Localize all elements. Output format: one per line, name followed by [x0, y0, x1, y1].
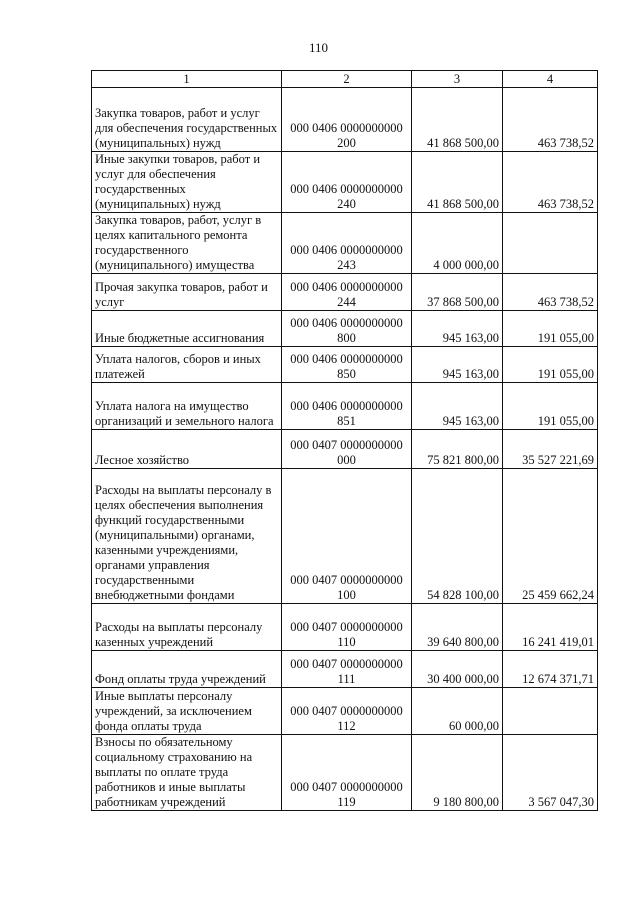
row-col4: 25 459 662,24 — [503, 469, 598, 604]
code-prefix: 000 0406 0000000000 — [290, 399, 403, 413]
row-col4: 191 055,00 — [503, 311, 598, 347]
row-code — [282, 152, 412, 213]
row-code — [282, 651, 412, 688]
row-col3: 37 868 500,00 — [412, 274, 503, 311]
code-suffix: 244 — [337, 295, 356, 309]
row-col4: 463 738,52 — [503, 152, 598, 213]
code-prefix: 000 0407 0000000000 — [290, 573, 403, 587]
row-col3: 30 400 000,00 — [412, 651, 503, 688]
code-prefix: 000 0406 0000000000 — [290, 316, 403, 330]
header-col-4: 4 — [503, 71, 598, 88]
code-prefix: 000 0407 0000000000 — [290, 704, 403, 718]
row-name: Иные бюджетные ассигнования — [92, 311, 282, 347]
code-suffix: 111 — [337, 672, 356, 686]
row-col4 — [503, 688, 598, 735]
row-code — [282, 688, 412, 735]
row-col4: 463 738,52 — [503, 274, 598, 311]
row-col3: 945 163,00 — [412, 347, 503, 383]
code-prefix: 000 0406 0000000000 — [290, 121, 403, 135]
code-prefix: 000 0407 0000000000 — [290, 780, 403, 794]
row-name: Взносы по обязательному социальному страхованию на выплаты по оплате труда работников и иные выплаты работникам учреждений — [92, 735, 282, 811]
row-col4: 16 241 419,01 — [503, 604, 598, 651]
table-row — [92, 604, 598, 651]
code-suffix: 119 — [337, 795, 356, 809]
code-suffix: 240 — [337, 197, 356, 211]
row-col3: 39 640 800,00 — [412, 604, 503, 651]
row-code — [282, 383, 412, 430]
row-col4: 463 738,52 — [503, 88, 598, 152]
row-col4: 191 055,00 — [503, 383, 598, 430]
table-header-row — [92, 71, 598, 88]
code-prefix: 000 0406 0000000000 — [290, 243, 403, 257]
code-suffix: 850 — [337, 367, 356, 381]
table-row — [92, 311, 598, 347]
table-row — [92, 88, 598, 152]
code-suffix: 100 — [337, 588, 356, 602]
row-col4: 12 674 371,71 — [503, 651, 598, 688]
code-prefix: 000 0406 0000000000 — [290, 280, 403, 294]
table-row — [92, 688, 598, 735]
row-code — [282, 469, 412, 604]
row-col3: 75 821 800,00 — [412, 430, 503, 469]
row-name: Расходы на выплаты персоналу в целях обеспечения выполнения функций государственными (муниципальными) органами, казенными учреждениями, органами управления государственными внебюджетными фондами — [92, 469, 282, 604]
row-name: Фонд оплаты труда учреждений — [92, 651, 282, 688]
row-name: Прочая закупка товаров, работ и услуг — [92, 274, 282, 311]
row-name: Уплата налога на имущество организаций и земельного налога — [92, 383, 282, 430]
code-suffix: 851 — [337, 414, 356, 428]
row-col3: 9 180 800,00 — [412, 735, 503, 811]
code-prefix: 000 0407 0000000000 — [290, 438, 403, 452]
row-code — [282, 213, 412, 274]
table-row — [92, 469, 598, 604]
row-col4: 3 567 047,30 — [503, 735, 598, 811]
row-code — [282, 347, 412, 383]
table-row — [92, 274, 598, 311]
table-row — [92, 651, 598, 688]
row-name: Иные закупки товаров, работ и услуг для обеспечения государственных (муниципальных) нужд — [92, 152, 282, 213]
row-col3: 41 868 500,00 — [412, 152, 503, 213]
row-name: Лесное хозяйство — [92, 430, 282, 469]
row-code — [282, 88, 412, 152]
row-col4: 35 527 221,69 — [503, 430, 598, 469]
row-code — [282, 274, 412, 311]
row-name: Закупка товаров, работ и услуг для обеспечения государственных (муниципальных) нужд — [92, 88, 282, 152]
code-suffix: 800 — [337, 331, 356, 345]
code-prefix: 000 0406 0000000000 — [290, 182, 403, 196]
row-name: Закупка товаров, работ, услуг в целях капитального ремонта государственного (муниципального) имущества — [92, 213, 282, 274]
row-col4: 191 055,00 — [503, 347, 598, 383]
code-prefix: 000 0407 0000000000 — [290, 657, 403, 671]
row-col3: 945 163,00 — [412, 311, 503, 347]
row-col3: 945 163,00 — [412, 383, 503, 430]
header-col-3: 3 — [412, 71, 503, 88]
code-prefix: 000 0407 0000000000 — [290, 620, 403, 634]
row-code — [282, 735, 412, 811]
table-row — [92, 383, 598, 430]
budget-table — [91, 70, 598, 811]
row-col3: 41 868 500,00 — [412, 88, 503, 152]
row-code — [282, 604, 412, 651]
row-col3: 54 828 100,00 — [412, 469, 503, 604]
code-suffix: 000 — [337, 453, 356, 467]
row-name: Уплата налогов, сборов и иных платежей — [92, 347, 282, 383]
code-suffix: 110 — [337, 635, 356, 649]
table-row — [92, 735, 598, 811]
code-suffix: 243 — [337, 258, 356, 272]
code-prefix: 000 0406 0000000000 — [290, 352, 403, 366]
header-col-1: 1 — [92, 71, 282, 88]
table-row — [92, 213, 598, 274]
row-col4 — [503, 213, 598, 274]
code-suffix: 112 — [337, 719, 356, 733]
table-row — [92, 347, 598, 383]
row-name: Иные выплаты персоналу учреждений, за исключением фонда оплаты труда — [92, 688, 282, 735]
page-number: 110 — [308, 40, 329, 55]
table-row — [92, 152, 598, 213]
code-suffix: 200 — [337, 136, 356, 150]
row-col3: 60 000,00 — [412, 688, 503, 735]
row-code — [282, 430, 412, 469]
row-name: Расходы на выплаты персоналу казенных учреждений — [92, 604, 282, 651]
header-col-2: 2 — [282, 71, 412, 88]
row-code — [282, 311, 412, 347]
row-col3: 4 000 000,00 — [412, 213, 503, 274]
table-row — [92, 430, 598, 469]
